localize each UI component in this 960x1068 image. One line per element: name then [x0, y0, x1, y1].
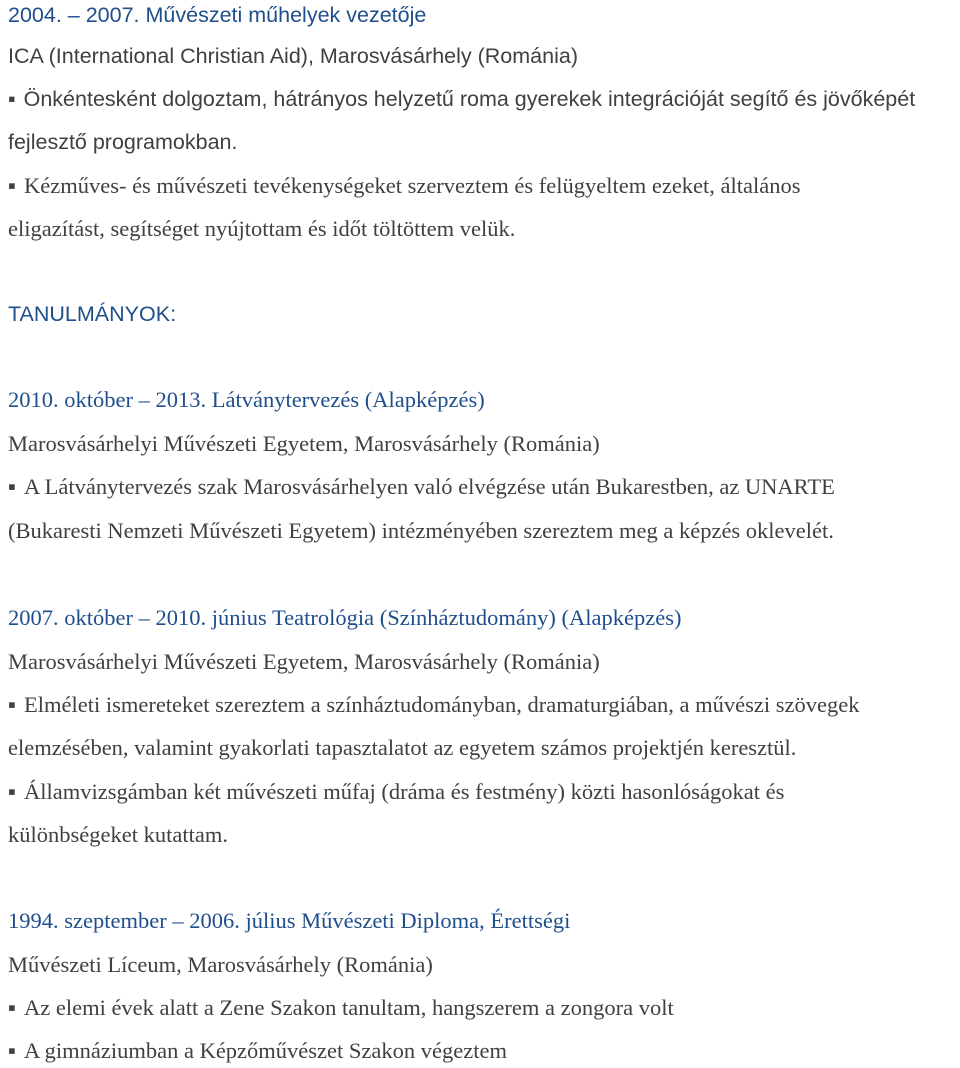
visual-design-heading: 2010. október – 2013. Látványtervezés (Alapképzés)	[8, 387, 485, 412]
art-workshop-organization: ICA (International Christian Aid), Marosvásárhely (Románia)	[8, 44, 578, 68]
theatre-studies-heading: 2007. október – 2010. június Teatrológia (Színháztudomány) (Alapképzés)	[8, 605, 682, 630]
bullet-marker: ▪	[8, 779, 16, 804]
bullet-text: Önkéntesként dolgoztam, hátrányos helyzetű roma gyerekek integrációját segítő és jövőképét	[23, 87, 916, 111]
theatre-studies-bullet-1	[8, 690, 859, 720]
bullet-marker: ▪	[8, 173, 16, 198]
theatre-studies-bullet-2	[8, 777, 784, 807]
bullet-marker: ▪	[8, 1038, 16, 1063]
bullet-marker: ▪	[8, 995, 16, 1020]
visual-design-bullet-1	[8, 472, 835, 502]
bullet-text: Elméleti ismereteket szereztem a színháztudományban, dramaturgiában, a művészi szövegek	[23, 692, 860, 717]
art-diploma-bullet-1	[8, 993, 674, 1023]
theatre-studies-institution: Marosvásárhelyi Művészeti Egyetem, Marosvásárhely (Románia)	[8, 649, 600, 674]
art-diploma-bullet-2	[8, 1036, 507, 1066]
visual-design-institution: Marosvásárhelyi Művészeti Egyetem, Marosvásárhely (Románia)	[8, 431, 600, 456]
studies-heading: TANULMÁNYOK:	[8, 302, 177, 326]
bullet-text: Államvizsgámban két művészeti műfaj (dráma és festmény) közti hasonlóságokat és	[23, 779, 785, 804]
bullet-text: Kézműves- és művészeti tevékenységeket szerveztem és felügyeltem ezeket, általános	[23, 173, 801, 198]
art-workshop-bullet-1-continued: fejlesztő programokban.	[8, 130, 238, 154]
bullet-marker: ▪	[8, 474, 16, 499]
art-workshop-bullet-1	[8, 84, 915, 114]
bullet-text: Az elemi évek alatt a Zene Szakon tanultam, hangszerem a zongora volt	[23, 995, 674, 1020]
art-workshop-bullet-2	[8, 171, 801, 201]
art-workshop-bullet-2-continued: eligazítást, segítséget nyújtottam és időt töltöttem velük.	[8, 216, 516, 241]
bullet-marker: ▪	[8, 87, 16, 111]
theatre-studies-bullet-1-continued: elemzésében, valamint gyakorlati tapasztalatot az egyetem számos projektjén keresztül.	[8, 735, 797, 760]
theatre-studies-bullet-2-continued: különbségeket kutattam.	[8, 822, 228, 847]
visual-design-bullet-1-continued: (Bukaresti Nemzeti Művészeti Egyetem) intézményében szereztem meg a képzés oklevelét.	[8, 518, 834, 543]
art-diploma-heading: 1994. szeptember – 2006. július Művészeti Diploma, Érettségi	[8, 908, 571, 933]
art-workshop-heading	[8, 0, 426, 30]
art-workshop-title: Művészeti műhelyek vezetője	[145, 3, 427, 27]
art-diploma-institution: Művészeti Líceum, Marosvásárhely (Románia)	[8, 952, 433, 977]
bullet-text: A gimnáziumban a Képzőművészet Szakon végeztem	[23, 1038, 507, 1063]
art-workshop-dates: 2004. – 2007.	[8, 3, 140, 27]
bullet-text: A Látványtervezés szak Marosvásárhelyen való elvégzése után Bukarestben, az UNARTE	[23, 474, 835, 499]
bullet-marker: ▪	[8, 692, 16, 717]
